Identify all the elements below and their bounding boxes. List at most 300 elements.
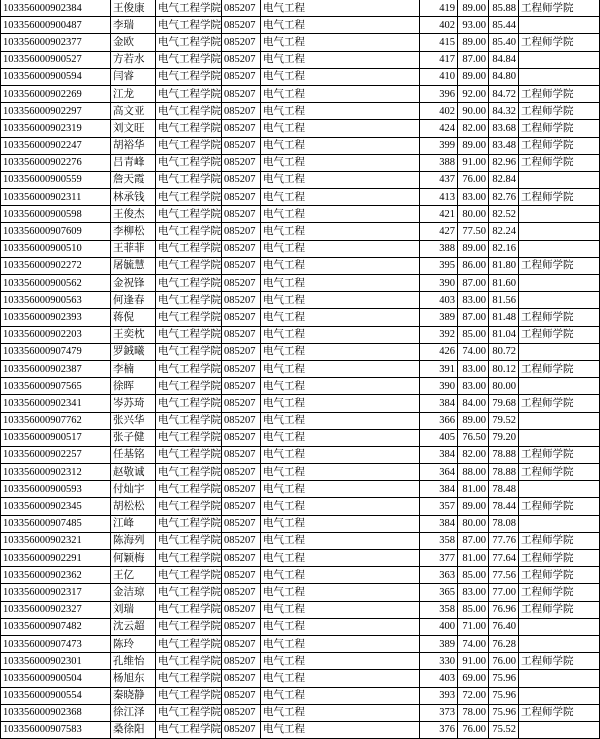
major-name-cell: 电气工程 [261, 635, 420, 652]
remark-cell: 工程师学院 [519, 704, 600, 721]
remark-cell: 工程师学院 [519, 103, 600, 120]
table-row [1, 240, 600, 257]
prelim-score-cell: 403 [420, 292, 458, 309]
candidate-id-cell: 103356000902257 [1, 446, 111, 463]
retest-score-cell: 74.00 [458, 635, 489, 652]
remark-cell: 工程师学院 [519, 446, 600, 463]
candidate-id-cell: 103356000907762 [1, 412, 111, 429]
major-name-cell: 电气工程 [261, 171, 420, 188]
school-cell: 电气工程学院 [156, 721, 222, 738]
prelim-score-cell: 396 [420, 85, 458, 102]
remark-cell [519, 171, 600, 188]
total-score-cell: 76.96 [489, 601, 519, 618]
total-score-cell: 84.84 [489, 51, 519, 68]
retest-score-cell: 83.00 [458, 360, 489, 377]
student-name-cell: 陈海列 [111, 532, 156, 549]
student-name-cell: 张兴华 [111, 412, 156, 429]
student-name-cell: 蒋倪 [111, 309, 156, 326]
student-name-cell: 林承钱 [111, 189, 156, 206]
prelim-score-cell: 424 [420, 120, 458, 137]
major-name-cell: 电气工程 [261, 498, 420, 515]
retest-score-cell: 69.00 [458, 670, 489, 687]
major-name-cell: 电气工程 [261, 378, 420, 395]
major-name-cell: 电气工程 [261, 51, 420, 68]
retest-score-cell: 89.00 [458, 0, 489, 17]
major-code-cell: 085207 [222, 532, 261, 549]
school-cell: 电气工程学院 [156, 309, 222, 326]
candidate-id-cell: 103356000900598 [1, 206, 111, 223]
total-score-cell: 84.80 [489, 68, 519, 85]
major-code-cell: 085207 [222, 429, 261, 446]
table-row [1, 687, 600, 704]
school-cell: 电气工程学院 [156, 515, 222, 532]
student-name-cell: 胡裕华 [111, 137, 156, 154]
remark-cell: 工程师学院 [519, 85, 600, 102]
major-name-cell: 电气工程 [261, 206, 420, 223]
retest-score-cell: 89.00 [458, 498, 489, 515]
remark-cell: 工程师学院 [519, 137, 600, 154]
table-row [1, 326, 600, 343]
school-cell: 电气工程学院 [156, 395, 222, 412]
candidate-id-cell: 103356000902393 [1, 309, 111, 326]
table-row [1, 601, 600, 618]
prelim-score-cell: 421 [420, 206, 458, 223]
table-body [1, 0, 600, 739]
major-code-cell: 085207 [222, 360, 261, 377]
major-code-cell: 085207 [222, 343, 261, 360]
prelim-score-cell: 384 [420, 481, 458, 498]
prelim-score-cell: 384 [420, 395, 458, 412]
table-row [1, 103, 600, 120]
remark-cell: 工程师学院 [519, 189, 600, 206]
major-name-cell: 电气工程 [261, 85, 420, 102]
total-score-cell: 78.48 [489, 481, 519, 498]
major-code-cell: 085207 [222, 240, 261, 257]
major-code-cell: 085207 [222, 412, 261, 429]
total-score-cell: 82.76 [489, 189, 519, 206]
student-name-cell: 杨旭东 [111, 670, 156, 687]
total-score-cell: 85.40 [489, 34, 519, 51]
prelim-score-cell: 389 [420, 309, 458, 326]
candidate-id-cell: 103356000902384 [1, 0, 111, 17]
remark-cell [519, 223, 600, 240]
retest-score-cell: 92.00 [458, 85, 489, 102]
major-code-cell: 085207 [222, 618, 261, 635]
table-row [1, 412, 600, 429]
total-score-cell: 78.88 [489, 464, 519, 481]
student-name-cell: 何逢春 [111, 292, 156, 309]
remark-cell [519, 51, 600, 68]
candidate-id-cell: 103356000902387 [1, 360, 111, 377]
total-score-cell: 82.96 [489, 154, 519, 171]
major-name-cell: 电气工程 [261, 120, 420, 137]
retest-score-cell: 86.00 [458, 257, 489, 274]
school-cell: 电气工程学院 [156, 464, 222, 481]
prelim-score-cell: 365 [420, 584, 458, 601]
remark-cell: 工程师学院 [519, 601, 600, 618]
total-score-cell: 77.76 [489, 532, 519, 549]
candidate-id-cell: 103356000902317 [1, 584, 111, 601]
total-score-cell: 78.88 [489, 446, 519, 463]
total-score-cell: 81.48 [489, 309, 519, 326]
student-name-cell: 沈云超 [111, 618, 156, 635]
total-score-cell: 83.68 [489, 120, 519, 137]
retest-score-cell: 85.00 [458, 567, 489, 584]
school-cell: 电气工程学院 [156, 51, 222, 68]
retest-score-cell: 89.00 [458, 34, 489, 51]
retest-score-cell: 80.00 [458, 206, 489, 223]
school-cell: 电气工程学院 [156, 326, 222, 343]
major-name-cell: 电气工程 [261, 567, 420, 584]
student-name-cell: 胡松松 [111, 498, 156, 515]
candidate-id-cell: 103356000907565 [1, 378, 111, 395]
remark-cell [519, 618, 600, 635]
remark-cell [519, 206, 600, 223]
table-row [1, 17, 600, 34]
total-score-cell: 85.44 [489, 17, 519, 34]
prelim-score-cell: 330 [420, 653, 458, 670]
major-code-cell: 085207 [222, 34, 261, 51]
table-row [1, 378, 600, 395]
remark-cell: 工程师学院 [519, 653, 600, 670]
major-name-cell: 电气工程 [261, 721, 420, 738]
candidate-id-cell: 103356000902377 [1, 34, 111, 51]
retest-score-cell: 76.00 [458, 721, 489, 738]
major-name-cell: 电气工程 [261, 292, 420, 309]
candidate-id-cell: 103356000902203 [1, 326, 111, 343]
prelim-score-cell: 376 [420, 721, 458, 738]
remark-cell: 工程师学院 [519, 154, 600, 171]
remark-cell [519, 635, 600, 652]
prelim-score-cell: 358 [420, 601, 458, 618]
table-row [1, 567, 600, 584]
major-code-cell: 085207 [222, 498, 261, 515]
prelim-score-cell: 389 [420, 635, 458, 652]
candidate-id-cell: 103356000900593 [1, 481, 111, 498]
major-name-cell: 电气工程 [261, 360, 420, 377]
prelim-score-cell: 357 [420, 498, 458, 515]
major-code-cell: 085207 [222, 481, 261, 498]
major-name-cell: 电气工程 [261, 154, 420, 171]
retest-score-cell: 80.00 [458, 515, 489, 532]
student-name-cell: 罗銊曦 [111, 343, 156, 360]
remark-cell [519, 378, 600, 395]
candidate-id-cell: 103356000902312 [1, 464, 111, 481]
student-name-cell: 王菲菲 [111, 240, 156, 257]
retest-score-cell: 89.00 [458, 68, 489, 85]
major-name-cell: 电气工程 [261, 34, 420, 51]
major-code-cell: 085207 [222, 395, 261, 412]
major-name-cell: 电气工程 [261, 704, 420, 721]
major-code-cell: 085207 [222, 257, 261, 274]
candidate-id-cell: 103356000907485 [1, 515, 111, 532]
student-name-cell: 吕青峰 [111, 154, 156, 171]
table-row [1, 171, 600, 188]
candidate-id-cell: 103356000900487 [1, 17, 111, 34]
school-cell: 电气工程学院 [156, 378, 222, 395]
major-code-cell: 085207 [222, 378, 261, 395]
retest-score-cell: 87.00 [458, 275, 489, 292]
major-code-cell: 085207 [222, 687, 261, 704]
total-score-cell: 82.52 [489, 206, 519, 223]
major-name-cell: 电气工程 [261, 189, 420, 206]
candidate-id-cell: 103356000907583 [1, 721, 111, 738]
remark-cell [519, 68, 600, 85]
retest-score-cell: 83.00 [458, 292, 489, 309]
total-score-cell: 75.96 [489, 687, 519, 704]
major-name-cell: 电气工程 [261, 446, 420, 463]
candidate-id-cell: 103356000900562 [1, 275, 111, 292]
student-name-cell: 付灿宇 [111, 481, 156, 498]
prelim-score-cell: 377 [420, 550, 458, 567]
student-name-cell: 江龙 [111, 85, 156, 102]
major-code-cell: 085207 [222, 550, 261, 567]
candidate-id-cell: 103356000900554 [1, 687, 111, 704]
major-code-cell: 085207 [222, 171, 261, 188]
table-row [1, 257, 600, 274]
table-row [1, 137, 600, 154]
retest-score-cell: 90.00 [458, 103, 489, 120]
school-cell: 电气工程学院 [156, 171, 222, 188]
table-row [1, 275, 600, 292]
candidate-id-cell: 103356000900510 [1, 240, 111, 257]
school-cell: 电气工程学院 [156, 223, 222, 240]
total-score-cell: 84.32 [489, 103, 519, 120]
student-name-cell: 刘瑞 [111, 601, 156, 618]
remark-cell: 工程师学院 [519, 120, 600, 137]
school-cell: 电气工程学院 [156, 498, 222, 515]
table-row [1, 704, 600, 721]
prelim-score-cell: 415 [420, 34, 458, 51]
candidate-id-cell: 103356000907609 [1, 223, 111, 240]
table-row [1, 515, 600, 532]
table-row [1, 618, 600, 635]
prelim-score-cell: 393 [420, 687, 458, 704]
table-row [1, 85, 600, 102]
candidate-id-cell: 103356000902247 [1, 137, 111, 154]
major-code-cell: 085207 [222, 567, 261, 584]
retest-score-cell: 91.00 [458, 154, 489, 171]
major-code-cell: 085207 [222, 137, 261, 154]
school-cell: 电气工程学院 [156, 275, 222, 292]
student-name-cell: 桑徐阳 [111, 721, 156, 738]
candidate-id-cell: 103356000902368 [1, 704, 111, 721]
total-score-cell: 80.00 [489, 378, 519, 395]
total-score-cell: 79.20 [489, 429, 519, 446]
table-row [1, 206, 600, 223]
candidate-id-cell: 103356000902269 [1, 85, 111, 102]
school-cell: 电气工程学院 [156, 653, 222, 670]
school-cell: 电气工程学院 [156, 550, 222, 567]
school-cell: 电气工程学院 [156, 446, 222, 463]
total-score-cell: 76.00 [489, 653, 519, 670]
major-code-cell: 085207 [222, 584, 261, 601]
candidate-id-cell: 103356000900563 [1, 292, 111, 309]
candidate-id-cell: 103356000902272 [1, 257, 111, 274]
candidate-id-cell: 103356000902276 [1, 154, 111, 171]
major-name-cell: 电气工程 [261, 584, 420, 601]
major-name-cell: 电气工程 [261, 618, 420, 635]
remark-cell [519, 17, 600, 34]
student-name-cell: 秦晓静 [111, 687, 156, 704]
prelim-score-cell: 399 [420, 137, 458, 154]
remark-cell [519, 292, 600, 309]
major-name-cell: 电气工程 [261, 395, 420, 412]
school-cell: 电气工程学院 [156, 292, 222, 309]
prelim-score-cell: 405 [420, 429, 458, 446]
prelim-score-cell: 388 [420, 154, 458, 171]
table-row [1, 68, 600, 85]
major-name-cell: 电气工程 [261, 412, 420, 429]
total-score-cell: 75.96 [489, 704, 519, 721]
table-row [1, 309, 600, 326]
student-name-cell: 李柳松 [111, 223, 156, 240]
retest-score-cell: 82.00 [458, 120, 489, 137]
major-name-cell: 电气工程 [261, 343, 420, 360]
candidate-id-cell: 103356000902319 [1, 120, 111, 137]
candidate-id-cell: 103356000902327 [1, 601, 111, 618]
major-name-cell: 电气工程 [261, 103, 420, 120]
student-name-cell: 江峰 [111, 515, 156, 532]
remark-cell [519, 687, 600, 704]
student-name-cell: 金祝锋 [111, 275, 156, 292]
major-code-cell: 085207 [222, 653, 261, 670]
major-code-cell: 085207 [222, 17, 261, 34]
major-name-cell: 电气工程 [261, 601, 420, 618]
table-row [1, 429, 600, 446]
prelim-score-cell: 363 [420, 567, 458, 584]
major-name-cell: 电气工程 [261, 670, 420, 687]
prelim-score-cell: 419 [420, 0, 458, 17]
retest-score-cell: 87.00 [458, 51, 489, 68]
candidate-id-cell: 103356000900559 [1, 171, 111, 188]
major-code-cell: 085207 [222, 68, 261, 85]
total-score-cell: 77.64 [489, 550, 519, 567]
student-name-cell: 刘文旺 [111, 120, 156, 137]
total-score-cell: 78.08 [489, 515, 519, 532]
major-code-cell: 085207 [222, 601, 261, 618]
prelim-score-cell: 413 [420, 189, 458, 206]
major-name-cell: 电气工程 [261, 481, 420, 498]
total-score-cell: 79.52 [489, 412, 519, 429]
major-name-cell: 电气工程 [261, 326, 420, 343]
major-name-cell: 电气工程 [261, 0, 420, 17]
school-cell: 电气工程学院 [156, 635, 222, 652]
remark-cell [519, 412, 600, 429]
total-score-cell: 83.48 [489, 137, 519, 154]
candidate-id-cell: 103356000902301 [1, 653, 111, 670]
major-name-cell: 电气工程 [261, 275, 420, 292]
major-name-cell: 电气工程 [261, 17, 420, 34]
table-row [1, 670, 600, 687]
student-name-cell: 岑苏琦 [111, 395, 156, 412]
major-code-cell: 085207 [222, 292, 261, 309]
remark-cell: 工程师学院 [519, 257, 600, 274]
remark-cell: 工程师学院 [519, 498, 600, 515]
candidate-id-cell: 103356000902297 [1, 103, 111, 120]
major-code-cell: 085207 [222, 635, 261, 652]
school-cell: 电气工程学院 [156, 429, 222, 446]
remark-cell: 工程师学院 [519, 395, 600, 412]
total-score-cell: 81.80 [489, 257, 519, 274]
retest-score-cell: 71.00 [458, 618, 489, 635]
major-code-cell: 085207 [222, 670, 261, 687]
remark-cell: 工程师学院 [519, 34, 600, 51]
table-row [1, 343, 600, 360]
major-code-cell: 085207 [222, 103, 261, 120]
retest-score-cell: 89.00 [458, 240, 489, 257]
student-name-cell: 徐晖 [111, 378, 156, 395]
major-code-cell: 085207 [222, 464, 261, 481]
candidate-id-cell: 103356000902345 [1, 498, 111, 515]
table-row [1, 34, 600, 51]
retest-score-cell: 72.00 [458, 687, 489, 704]
candidate-id-cell: 103356000902321 [1, 532, 111, 549]
retest-score-cell: 82.00 [458, 446, 489, 463]
total-score-cell: 82.24 [489, 223, 519, 240]
prelim-score-cell: 410 [420, 68, 458, 85]
table-row [1, 721, 600, 738]
total-score-cell: 75.96 [489, 670, 519, 687]
remark-cell: 工程师学院 [519, 0, 600, 17]
major-code-cell: 085207 [222, 206, 261, 223]
total-score-cell: 82.16 [489, 240, 519, 257]
prelim-score-cell: 373 [420, 704, 458, 721]
prelim-score-cell: 391 [420, 360, 458, 377]
table-row [1, 51, 600, 68]
student-name-cell: 屠毓慧 [111, 257, 156, 274]
remark-cell: 工程师学院 [519, 567, 600, 584]
school-cell: 电气工程学院 [156, 360, 222, 377]
table-row [1, 0, 600, 17]
total-score-cell: 80.72 [489, 343, 519, 360]
total-score-cell: 77.00 [489, 584, 519, 601]
table-row [1, 395, 600, 412]
retest-score-cell: 76.50 [458, 429, 489, 446]
prelim-score-cell: 402 [420, 103, 458, 120]
total-score-cell: 77.56 [489, 567, 519, 584]
remark-cell [519, 481, 600, 498]
school-cell: 电气工程学院 [156, 85, 222, 102]
candidate-id-cell: 103356000907479 [1, 343, 111, 360]
prelim-score-cell: 403 [420, 670, 458, 687]
total-score-cell: 78.44 [489, 498, 519, 515]
total-score-cell: 79.68 [489, 395, 519, 412]
table-row [1, 653, 600, 670]
candidate-id-cell: 103356000900517 [1, 429, 111, 446]
major-code-cell: 085207 [222, 120, 261, 137]
candidate-id-cell: 103356000907473 [1, 635, 111, 652]
total-score-cell: 75.52 [489, 721, 519, 738]
prelim-score-cell: 384 [420, 446, 458, 463]
candidate-id-cell: 103356000900594 [1, 68, 111, 85]
student-name-cell: 王奕枕 [111, 326, 156, 343]
school-cell: 电气工程学院 [156, 17, 222, 34]
major-name-cell: 电气工程 [261, 687, 420, 704]
major-code-cell: 085207 [222, 154, 261, 171]
student-name-cell: 孔维怡 [111, 653, 156, 670]
retest-score-cell: 81.00 [458, 550, 489, 567]
candidate-id-cell: 103356000900527 [1, 51, 111, 68]
prelim-score-cell: 390 [420, 378, 458, 395]
remark-cell: 工程师学院 [519, 584, 600, 601]
student-name-cell: 金欧 [111, 34, 156, 51]
remark-cell: 工程师学院 [519, 464, 600, 481]
remark-cell [519, 343, 600, 360]
candidate-id-cell: 103356000902341 [1, 395, 111, 412]
school-cell: 电气工程学院 [156, 618, 222, 635]
total-score-cell: 81.56 [489, 292, 519, 309]
